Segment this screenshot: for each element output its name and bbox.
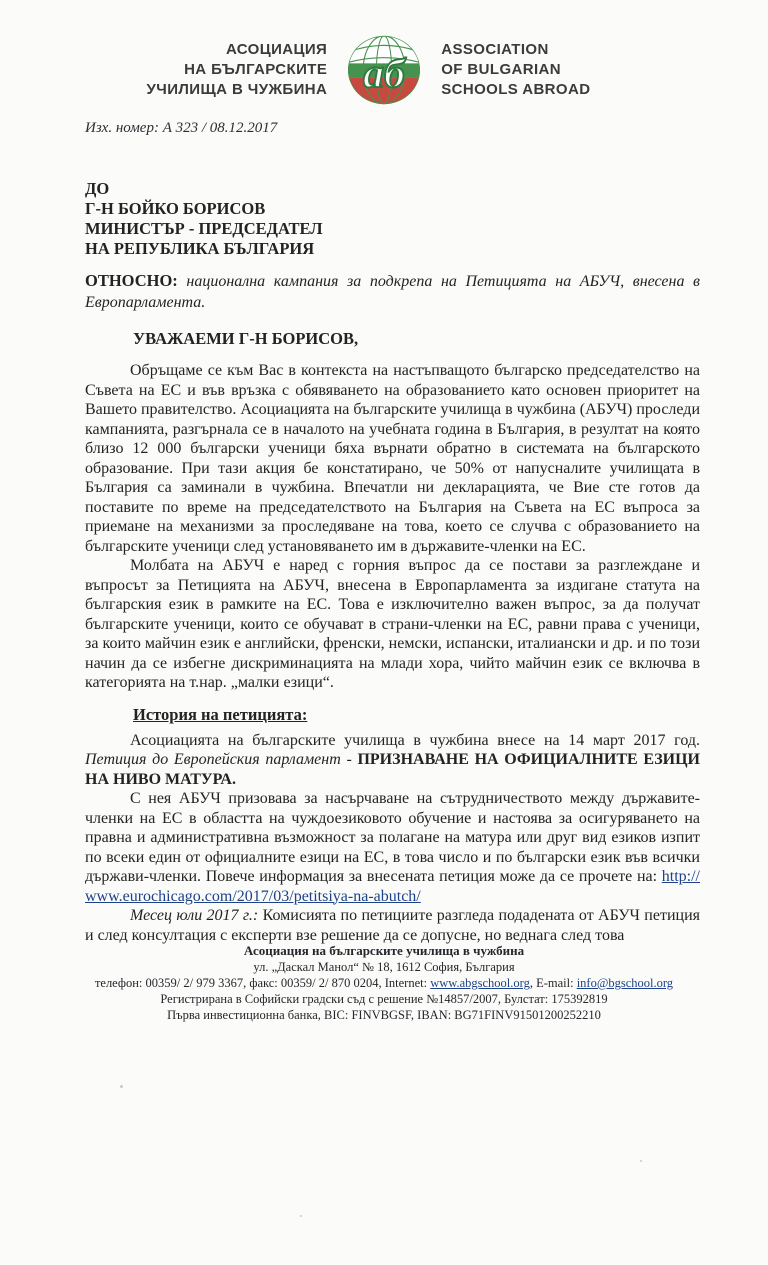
subject-line xyxy=(85,270,700,313)
recipient-line: НА РЕПУБЛИКА БЪЛГАРИЯ xyxy=(85,239,315,258)
footer-address: ул. „Даскал Манол“ № 18, 1612 София, България xyxy=(253,960,515,974)
footer-registration: Регистрирана в Софийски градски съд с решение №14857/2007, Булстат: 175392819 xyxy=(160,992,608,1006)
org-bg-line: АСОЦИАЦИЯ xyxy=(225,41,328,58)
logo-letters: аб xyxy=(363,51,406,98)
scan-speck xyxy=(120,1085,123,1088)
footer-bank: Първа инвестиционна банка, BIC: FINVBGSF, IBAN: BG71FINV91501200252210 xyxy=(167,1008,601,1022)
footer-email-link[interactable]: info@bgschool.org xyxy=(576,976,674,990)
paragraph-3 xyxy=(85,731,700,790)
recipient-block xyxy=(85,179,700,259)
p5-date: Месец юли 2017 г.: xyxy=(130,907,259,924)
footer-email-label: , E-mail: xyxy=(529,976,577,990)
footer-contacts xyxy=(0,975,768,991)
footer-phone-fax: телефон: 00359/ 2/ 979 3367, факс: 00359/ 2/ 870 0204, Internet: xyxy=(94,976,431,990)
recipient-line: ДО xyxy=(85,179,110,198)
org-en-line: OF BULGARIAN xyxy=(441,61,562,78)
org-en-line: SCHOOLS ABROAD xyxy=(441,81,591,98)
paragraph-1: Обръщаме се към Вас в контекста на настъпващото българско председателство на Съвета на ЕС и във връзка с обявяването на образованието като основен приоритет на Вашето правителство. Асоциацията на българските училища в чужбина (АБУЧ) проследи кампанията, разгърнала се в началото на учебната година в България, в резултат на която близо 12 000 български ученици бяха върнати обратно в системата на българското образование. При тази акция бе констатирано, че 50% от напусналите училищата в България са заминали в чужбина. Впечатли ни декларацията, че Вие сте готов да поставите по време на председателството на България на Съвета на ЕС въпроса за приемане на механизми за проследяване на това, което се случва с образованието на българските ученици след установяването им в държавите-членки на ЕС. xyxy=(85,362,700,555)
recipient-line: Г-Н БОЙКО БОРИСОВ xyxy=(85,199,266,218)
footer-website-link[interactable]: www.abgschool.org xyxy=(430,976,530,990)
footer-org-name: Асоциация на българските училища в чужбина xyxy=(243,943,525,958)
p3-separator: - xyxy=(340,751,358,768)
org-name-bulgarian xyxy=(147,40,328,100)
org-bg-line: НА БЪЛГАРСКИТЕ xyxy=(184,61,328,78)
subject-label: ОТНОСНО: xyxy=(85,271,178,290)
reference-number: Изх. номер: А 323 / 08.12.2017 xyxy=(85,120,278,136)
subject-text: национална кампания за подкрепа на Петицията на АБУЧ, внесена в Европарламента. xyxy=(85,273,700,311)
org-bg-line: УЧИЛИЩА В ЧУЖБИНА xyxy=(146,81,328,98)
paragraph-4 xyxy=(85,789,700,906)
scan-speck xyxy=(640,1160,642,1162)
org-name-english xyxy=(441,40,590,100)
scan-speck xyxy=(300,1215,302,1217)
org-logo-icon xyxy=(345,34,423,106)
paragraph-2: Молбата на АБУЧ е наред с горния въпрос да се постави за разглеждане и въпросът за Петицията на АБУЧ, внесена в Европарламента за издигане статута на българския език в рамките на ЕС. Това е изключително важен въпрос, за да получат българските ученици, които се обучават в страни-членки на ЕС, равни права с ученици, за които майчин език е английски, френски, немски, испански, италиански и др. и по този начин да се избегне дискриминацията на млади хора, чийто майчин език се включва в категорията на т.нар. „малки езици“. xyxy=(85,557,700,691)
petition-link[interactable]: http://www.eurochicago.com/2017/03/petitsiya-na-abutch/ xyxy=(85,868,700,905)
letterhead xyxy=(61,34,676,106)
letter-footer xyxy=(0,943,768,1023)
history-heading: История на петицията: xyxy=(133,704,308,724)
recipient-line: МИНИСТЪР - ПРЕДСЕДАТЕЛ xyxy=(85,219,323,238)
salutation: УВАЖАЕМИ Г-Н БОРИСОВ, xyxy=(133,329,359,348)
p3-intro: Асоциацията на българските училища в чужбина внесе на 14 март 2017 год. xyxy=(130,731,700,749)
p3-petition-name: ПРИЗНАВАНЕ НА ОФИЦИАЛНИТЕ ЕЗИЦИ НА НИВО МАТУРА. xyxy=(85,751,700,788)
paragraph-5 xyxy=(85,906,700,945)
p5-text: Комисията по петициите разгледа подадената от АБУЧ петиция и след консултация с експерти взе решение да се допусне, но веднага след това xyxy=(85,907,701,944)
p3-petition-title: Петиция до Европейския парламент xyxy=(85,751,341,768)
org-en-line: ASSOCIATION xyxy=(441,41,549,58)
p4-text: С нея АБУЧ призовава за насърчаване на сътрудничеството между държавите-членки на ЕС в областта на чуждоезиковото обучение и настоява за осигуряването на правна и административна възможност за полагане на матура или друг вид езиков изпит по всеки един от официалните езици на ЕС, в това число и по български език във всички държави-членки. Повече информация за внесената петиция може да се прочете на: xyxy=(85,790,700,885)
